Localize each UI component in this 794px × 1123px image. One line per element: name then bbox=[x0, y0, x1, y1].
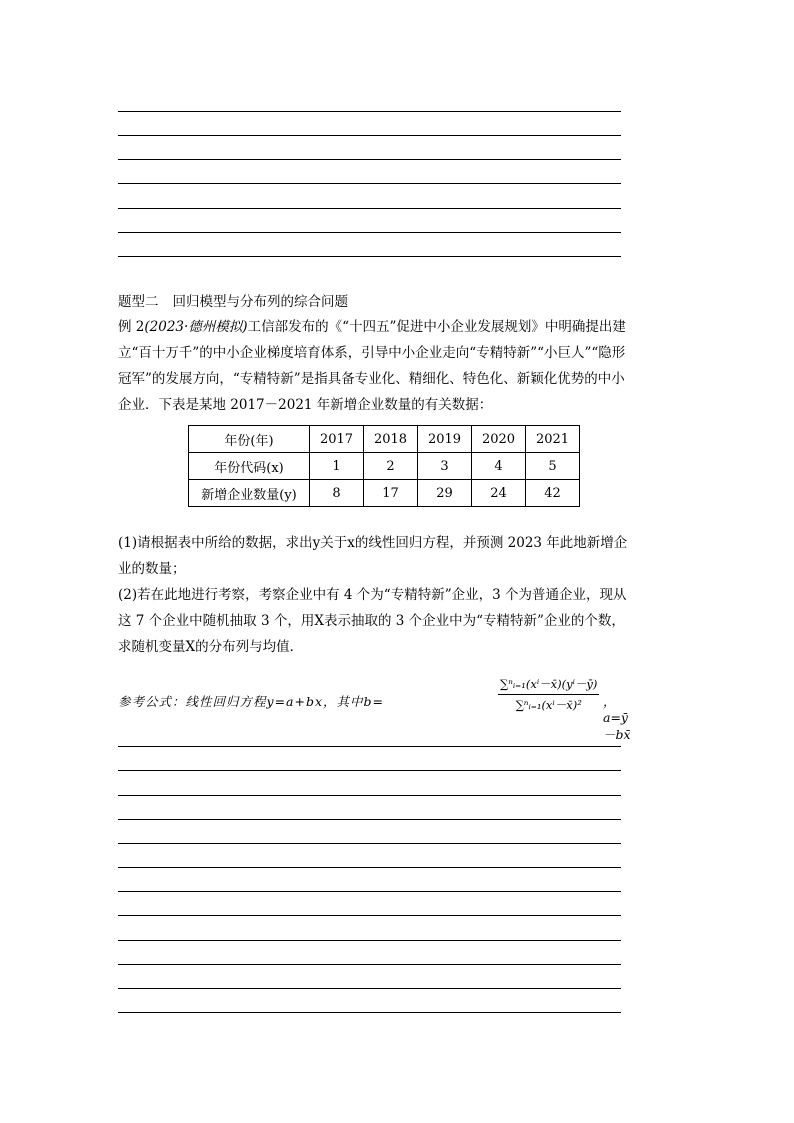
table-cell: 42 bbox=[526, 480, 580, 507]
example-text: 工信部发布的《“十四五”促进中小企业发展规划》中明确提出建立“百十万千”的中小企业梯度培育体系，引导中小企业走向“专精特新”“小巨人”“隐形冠军”的发展方向，“专精特新”是指具备专业化、精细化、特色化、新颖化优势的中小企业．下表是某地 2017－2021 年新增企业数量的有关数据： bbox=[118, 319, 626, 413]
data-table bbox=[188, 425, 580, 507]
formula-label: 参考公式：线性回归方程y=a+bx，其中b= bbox=[118, 694, 385, 709]
table-cell: 5 bbox=[526, 453, 580, 480]
reference-formula bbox=[118, 672, 638, 742]
table-header-cell: 年份代码(x) bbox=[189, 453, 310, 480]
answer-line bbox=[118, 159, 621, 160]
example-label: 例 2 bbox=[118, 319, 145, 335]
table-cell: 2019 bbox=[418, 426, 472, 453]
question-2: (2)若在此地进行考察，考察企业中有 4 个为“专精特新”企业，3 个为普通企业，现从这 7 个企业中随机抽取 3 个，用X表示抽取的 3 个企业中为“专精特新”企业的个数，求随机变量X的分布列与均值． bbox=[118, 587, 627, 655]
answer-line bbox=[118, 964, 621, 965]
table-cell: 17 bbox=[364, 480, 418, 507]
section-label: 题型二 bbox=[118, 294, 159, 310]
table-cell: 2020 bbox=[472, 426, 526, 453]
table-row bbox=[189, 426, 580, 453]
example-paragraph bbox=[118, 314, 638, 418]
table-cell: 4 bbox=[472, 453, 526, 480]
answer-line bbox=[118, 867, 621, 868]
answer-line bbox=[118, 232, 621, 233]
answer-line bbox=[118, 940, 621, 941]
b-fraction bbox=[498, 676, 599, 713]
table-cell: 24 bbox=[472, 480, 526, 507]
table-cell: 2 bbox=[364, 453, 418, 480]
answer-line bbox=[118, 770, 621, 771]
section-title: 回归模型与分布列的综合问题 bbox=[172, 294, 348, 310]
table-row bbox=[189, 453, 580, 480]
question-1: (1)请根据表中所给的数据，求出y关于x的线性回归方程，并预测 2023 年此地新增企业的数量； bbox=[118, 535, 628, 577]
table-header-cell: 新增企业数量(y) bbox=[189, 480, 310, 507]
a-equation: ，a=ȳ－bx̄ bbox=[603, 694, 631, 742]
table-cell: 1 bbox=[310, 453, 364, 480]
answer-line bbox=[118, 891, 621, 892]
table-cell: 3 bbox=[418, 453, 472, 480]
table-cell: 29 bbox=[418, 480, 472, 507]
answer-line bbox=[118, 988, 621, 989]
example-source: (2023·德州模拟) bbox=[144, 319, 248, 335]
answer-line bbox=[118, 843, 621, 844]
table-cell: 2021 bbox=[526, 426, 580, 453]
table-cell: 2017 bbox=[310, 426, 364, 453]
answer-line bbox=[118, 1012, 621, 1013]
b-denominator: ∑ⁿᵢ₌₁(xⁱ－x̄)² bbox=[515, 698, 582, 712]
answer-line bbox=[118, 915, 621, 916]
answer-line bbox=[118, 819, 621, 820]
answer-line bbox=[118, 256, 621, 257]
answer-line bbox=[118, 135, 621, 136]
table-row bbox=[189, 480, 580, 507]
section-heading bbox=[118, 290, 348, 310]
b-numerator: ∑ⁿᵢ₌₁(xⁱ－x̄)(yⁱ－ȳ) bbox=[498, 676, 599, 695]
answer-line bbox=[118, 208, 621, 209]
b-lhs: b= bbox=[363, 694, 385, 709]
regression-equation: y=a+bx bbox=[266, 694, 324, 709]
answer-line bbox=[118, 746, 621, 747]
answer-line bbox=[118, 183, 621, 184]
answer-line bbox=[118, 795, 621, 796]
table-header-cell: 年份(年) bbox=[189, 426, 310, 453]
table-cell: 2018 bbox=[364, 426, 418, 453]
answer-line bbox=[118, 111, 621, 112]
table-cell: 8 bbox=[310, 480, 364, 507]
